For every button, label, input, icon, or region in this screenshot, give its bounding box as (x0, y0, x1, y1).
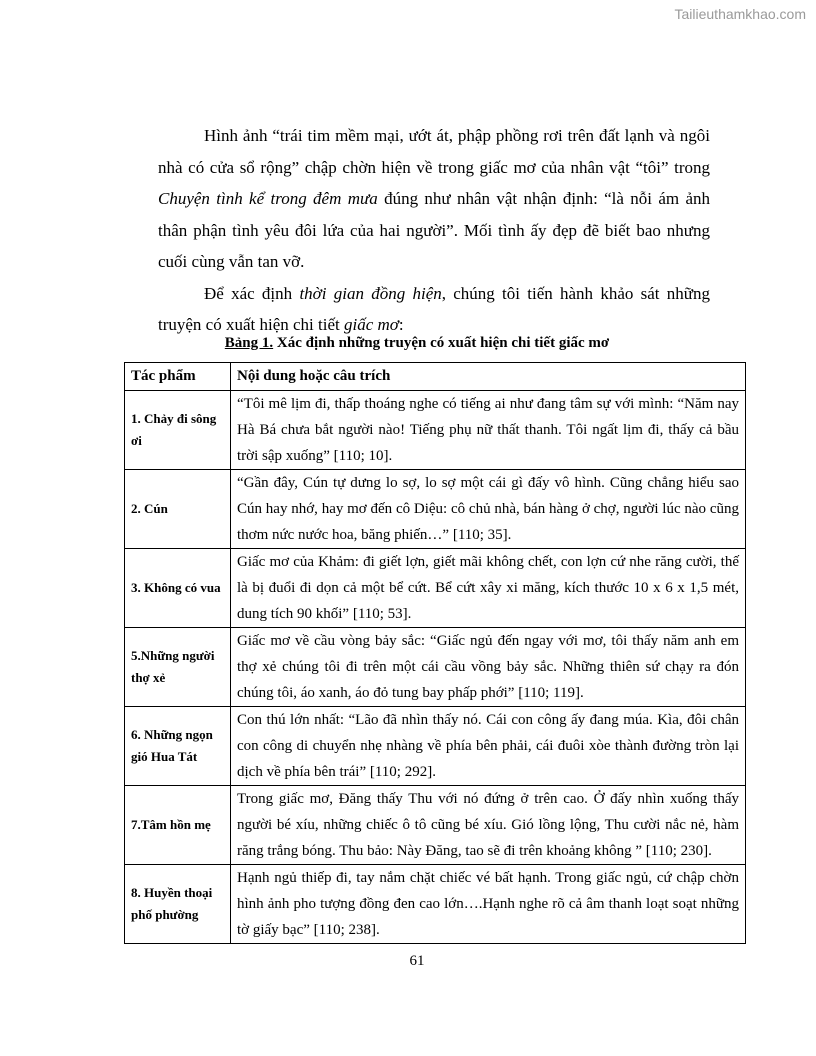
work-cell: 6. Những ngọn gió Hua Tát (125, 707, 231, 786)
dream-table (124, 362, 746, 944)
page-number: 61 (409, 953, 425, 969)
table-row (125, 707, 746, 786)
table-header-row (125, 363, 746, 391)
para2-italic-1: thời gian đồng hiện (299, 283, 442, 303)
watermark: Tailieuthamkhao.com (674, 6, 806, 22)
work-cell: 2. Cún (125, 470, 231, 549)
quote-cell: “Tôi mê lịm đi, thấp thoáng nghe có tiếng ai như đang tâm sự với mình: “Năm nay Hà Bá chưa bắt người nào! Tiếng phụ nữ thất thanh. Tôi ngất lịm đi, thấy cả bầu trời sập xuống” [110; 10]. (231, 391, 746, 470)
para1-text-before: Hình ảnh “trái tim mềm mại, ướt át, phập phồng rơi trên đất lạnh và ngôi nhà có cửa sổ rộng” chập chờn hiện về trong giấc mơ của nhân vật “tôi” trong (158, 126, 710, 177)
table-row (125, 786, 746, 865)
body-text (158, 120, 710, 341)
quote-cell: Giấc mơ của Khảm: đi giết lợn, giết mãi không chết, con lợn cứ nhe răng cười, thế là bị đuổi đi dọn cả một bể cứt. Bể cứt xây xi măng, kích thước 10 x 6 x 1,5 mét, dung tích 90 khối” [110; 53]. (231, 549, 746, 628)
work-cell: 5.Những người thợ xẻ (125, 628, 231, 707)
quote-cell: Trong giấc mơ, Đăng thấy Thu với nó đứng ở trên cao. Ở đấy nhìn xuống thấy người bé xíu, những chiếc ô tô cũng bé xíu. Gió lồng lộng, Thu cười nắc nẻ, hàm răng trắng bóng. Thu bảo: Này Đăng, tao sẽ đi trên khoảng không ” [110; 230]. (231, 786, 746, 865)
quote-cell: Hạnh ngủ thiếp đi, tay nắm chặt chiếc vé bất hạnh. Trong giấc ngủ, cứ chập chờn hình ảnh pho tượng đồng đen cao lớn….Hạnh nghe rõ cả âm thanh loạt soạt những tờ giấy bạc” [110; 238]. (231, 865, 746, 944)
para2-text-before: Để xác định (204, 283, 300, 303)
quote-cell: Con thú lớn nhất: “Lão đã nhìn thấy nó. Cái con công ấy đang múa. Kìa, đôi chân con công di chuyển nhẹ nhàng về phía bên phải, cái đuôi xòe thành đường tròn lại dịch về phía bên trái” [110; 292]. (231, 707, 746, 786)
table-caption-text: Xác định những truyện có xuất hiện chi tiết giấc mơ (273, 335, 610, 351)
paragraph-1 (158, 120, 710, 278)
header-work: Tác phẩm (125, 363, 231, 391)
work-cell: 3. Không có vua (125, 549, 231, 628)
quote-cell: “Gần đây, Cún tự dưng lo sợ, lo sợ một cái gì đấy vô hình. Cũng chẳng hiểu sao Cún hay nhớ, hay mơ đến cô Diệu: cô chủ nhà, bán hàng ở chợ, người lúc nào cũng thơm nức nước hoa, băng phiến…” [110; 35]. (231, 470, 746, 549)
table-row (125, 470, 746, 549)
work-cell: 8. Huyền thoại phố phường (125, 865, 231, 944)
table-row (125, 865, 746, 944)
header-content: Nội dung hoặc câu trích (231, 363, 746, 391)
para1-italic-title: Chuyện tình kể trong đêm mưa (158, 189, 378, 208)
quote-cell: Giấc mơ về cầu vòng bảy sắc: “Giấc ngủ đến ngay với mơ, tôi thấy năm anh em thợ xẻ chúng tôi đi trên một cái cầu vồng bảy sắc. Những thiên sứ chạy ra đón chúng tôi, áo xanh, áo đỏ tung bay phấp phới” [110; 119]. (231, 628, 746, 707)
para2-text-after: : (398, 315, 404, 334)
para2-italic-2: giấc mơ (344, 315, 399, 334)
para1-text-after: đúng như nhân vật nhận định: “là nỗi ám ảnh thân phận tình yêu đôi lứa của hai người”. Mối tình ấy đẹp đẽ biết bao nhưng cuối cùng vẫn tan vỡ. (158, 189, 711, 271)
table-row (125, 391, 746, 470)
table-caption-label: Bảng 1. (224, 335, 274, 351)
para2-text-middle: , chúng tôi tiến hành khảo sát những truyện có xuất hiện chi tiết (158, 283, 710, 334)
table-row (125, 628, 746, 707)
work-cell: 7.Tâm hồn mẹ (125, 786, 231, 865)
work-cell: 1. Chảy đi sông ơi (125, 391, 231, 470)
table-row (125, 549, 746, 628)
paragraph-2 (158, 278, 710, 341)
table-caption (0, 335, 816, 352)
